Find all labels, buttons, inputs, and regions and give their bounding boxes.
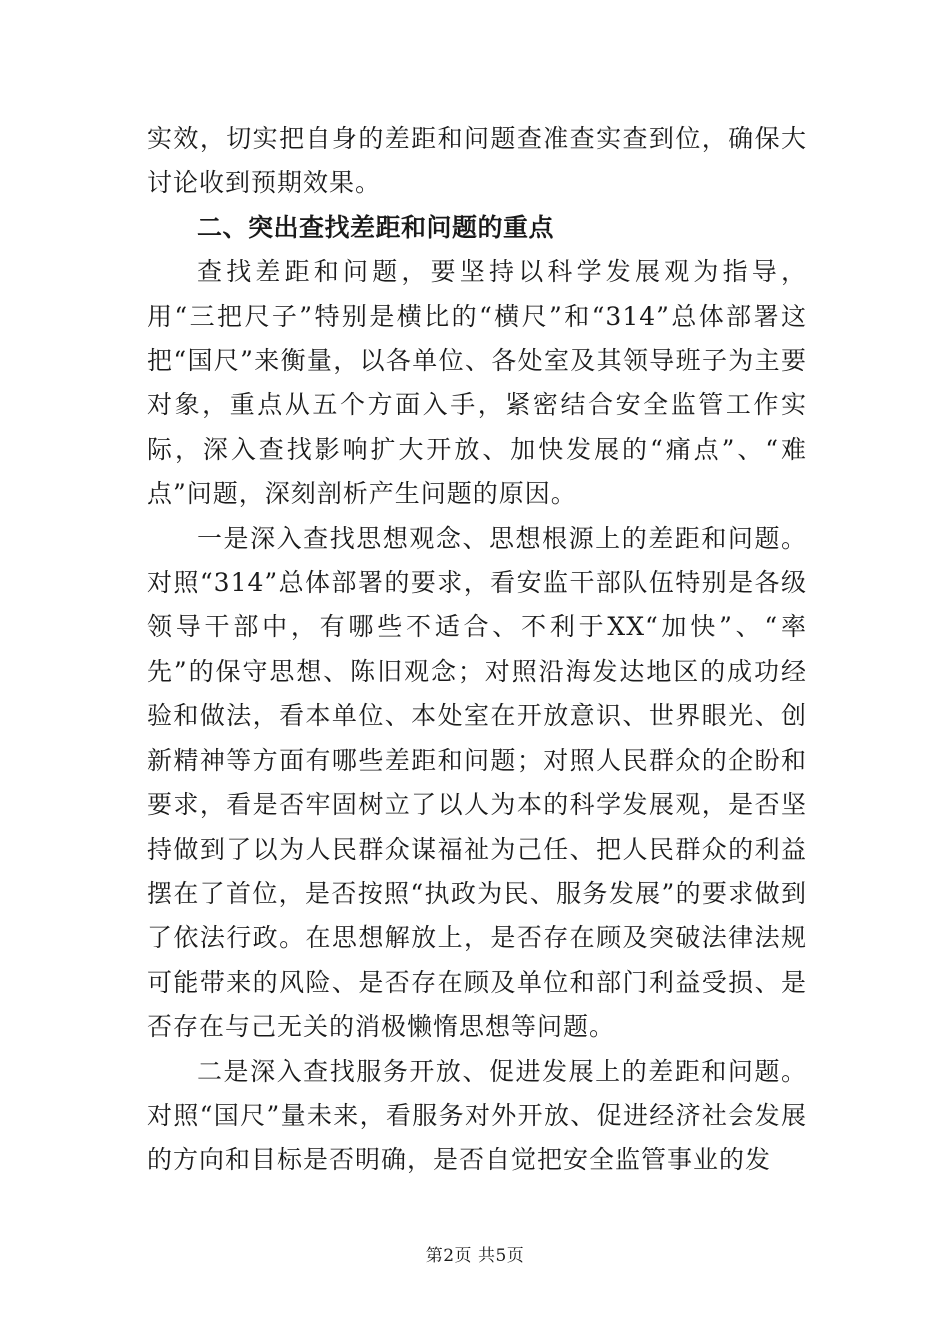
page-number-footer: 第2页 共5页	[425, 1246, 525, 1266]
paragraph-point-one: 一是深入查找思想观念、思想根源上的差距和问题。对照“314”总体部署的要求，看安监干部队伍特别是各级领导干部中，有哪些不适合、不利于XX“加快”、“率先”的保守思想、陈旧观念；对照沿海发达地区的成功经验和做法，看本单位、本处室在开放意识、世界眼光、创新精神等方面有哪些差距和问题；对照人民群众的企盼和要求，看是否牢固树立了以人为本的科学发展观，是否坚持做到了以为人民群众谋福祉为己任、把人民群众的利益摆在了首位，是否按照“执政为民、服务发展”的要求做到了依法行政。在思想解放上，是否存在顾及突破法律法规可能带来的风险、是否存在顾及单位和部门利益受损、是否存在与己无关的消极懒惰思想等问题。	[147, 523, 807, 1042]
paragraph-continuation: 实效，切实把自身的差距和问题查准查实查到位，确保大讨论收到预期效果。	[147, 124, 807, 198]
paragraph-point-two: 二是深入查找服务开放、促进发展上的差距和问题。对照“国尺”量未来，看服务对外开放、促进经济社会发展的方向和目标是否明确，是否自觉把安全监管事业的发	[147, 1056, 807, 1175]
paragraph-intro: 查找差距和问题，要坚持以科学发展观为指导，用“三把尺子”特别是横比的“横尺”和“314”总体部署这把“国尺”来衡量，以各单位、各处室及其领导班子为主要对象，重点从五个方面入手，紧密结合安全监管工作实际，深入查找影响扩大开放、加快发展的“痛点”、“难点”问题，深刻剖析产生问题的原因。	[147, 257, 807, 509]
document-body	[147, 117, 807, 1183]
section-heading: 二、突出查找差距和问题的重点	[197, 212, 555, 242]
